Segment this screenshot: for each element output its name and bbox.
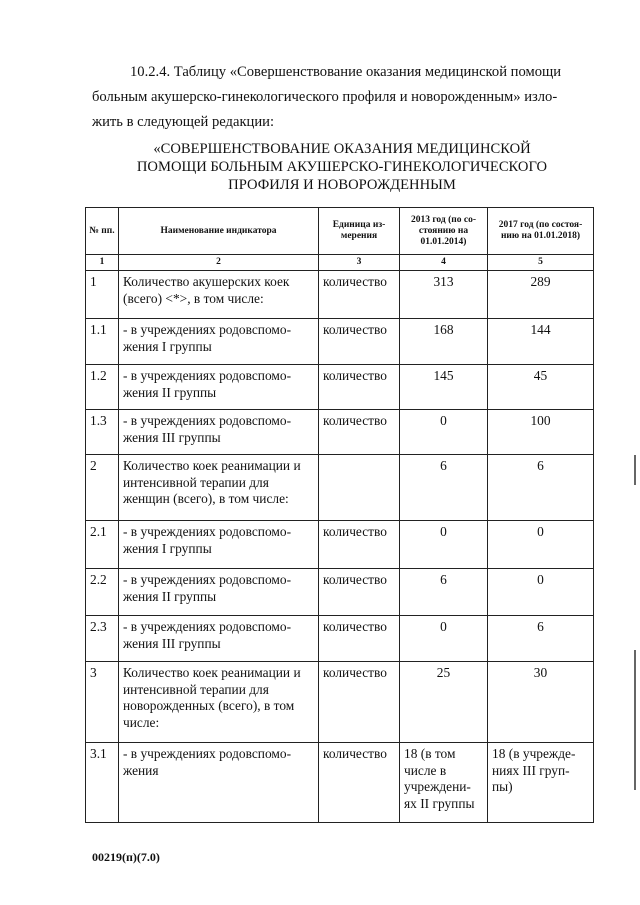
- table-title: [92, 140, 592, 194]
- unit-cell: количество: [319, 569, 400, 616]
- indicator-name: - в учреждениях родовспомо-жения III группы: [119, 410, 319, 455]
- indicators-table: [85, 207, 594, 823]
- header-cell: 2017 год (по состоя-нию на 01.01.2018): [488, 208, 594, 255]
- intro-paragraph: [92, 60, 592, 135]
- unit-cell: количество: [319, 271, 400, 319]
- table-row: [86, 455, 594, 521]
- value-2017: 0: [488, 569, 594, 616]
- title-line: ПОМОЩИ БОЛЬНЫМ АКУШЕРСКО-ГИНЕКОЛОГИЧЕСКОГО: [136, 159, 548, 175]
- table-row: [86, 662, 594, 743]
- intro-line: жить в следующей редакции:: [92, 114, 275, 130]
- value-2013: 145: [400, 365, 488, 410]
- intro-line: 10.2.4. Таблицу «Совершенствование оказания медицинской помощи: [130, 64, 562, 80]
- value-2017: 18 (в учрежде-ниях III груп-пы): [488, 743, 594, 823]
- indicator-name: - в учреждениях родовспомо-жения II группы: [119, 569, 319, 616]
- table-row: [86, 271, 594, 319]
- row-number: 1.3: [86, 410, 119, 455]
- unit-cell: количество: [319, 319, 400, 365]
- indicator-name: - в учреждениях родовспомо-жения II группы: [119, 365, 319, 410]
- value-2017: 45: [488, 365, 594, 410]
- value-2017: 144: [488, 319, 594, 365]
- value-2013: 0: [400, 410, 488, 455]
- row-number: 1.2: [86, 365, 119, 410]
- row-number: 2.2: [86, 569, 119, 616]
- row-number: 3.1: [86, 743, 119, 823]
- column-number: 4: [400, 255, 488, 271]
- unit-cell: количество: [319, 616, 400, 662]
- value-2013: 168: [400, 319, 488, 365]
- row-number: 2.3: [86, 616, 119, 662]
- row-number: 2.1: [86, 521, 119, 569]
- value-2017: 289: [488, 271, 594, 319]
- row-number: 2: [86, 455, 119, 521]
- row-number: 1: [86, 271, 119, 319]
- column-number: 2: [119, 255, 319, 271]
- value-2013: 6: [400, 569, 488, 616]
- scan-mark: [634, 455, 636, 485]
- header-cell: № пп.: [86, 208, 119, 255]
- header-cell: Единица из-мерения: [319, 208, 400, 255]
- unit-cell: количество: [319, 743, 400, 823]
- scan-mark: [634, 650, 636, 790]
- value-2017: 6: [488, 616, 594, 662]
- indicator-name: Количество акушерских коек (всего) <*>, в том числе:: [119, 271, 319, 319]
- column-number-row: [86, 255, 594, 271]
- value-2017: 100: [488, 410, 594, 455]
- document-code: 00219(п)(7.0): [92, 850, 160, 864]
- title-line: ПРОФИЛЯ И НОВОРОЖДЕННЫМ: [228, 177, 456, 193]
- header-cell: 2013 год (по со-стоянию на 01.01.2014): [400, 208, 488, 255]
- header-cell: Наименование индикатора: [119, 208, 319, 255]
- table-row: [86, 365, 594, 410]
- value-2013: 25: [400, 662, 488, 743]
- unit-cell: количество: [319, 410, 400, 455]
- value-2013: 18 (в том числе в учреждени-ях II группы: [400, 743, 488, 823]
- row-number: 3: [86, 662, 119, 743]
- value-2017: 0: [488, 521, 594, 569]
- value-2013: 0: [400, 521, 488, 569]
- unit-cell: количество: [319, 521, 400, 569]
- value-2017: 6: [488, 455, 594, 521]
- unit-cell: количество: [319, 662, 400, 743]
- indicator-name: Количество коек реанимации и интенсивной терапии для женщин (всего), в том числе:: [119, 455, 319, 521]
- table-row: [86, 521, 594, 569]
- table-row: [86, 569, 594, 616]
- indicator-name: - в учреждениях родовспомо-жения III группы: [119, 616, 319, 662]
- table-row: [86, 616, 594, 662]
- value-2013: 0: [400, 616, 488, 662]
- column-number: 1: [86, 255, 119, 271]
- indicator-name: - в учреждениях родовспомо-жения I группы: [119, 319, 319, 365]
- row-number: 1.1: [86, 319, 119, 365]
- table-row: [86, 743, 594, 823]
- indicator-name: - в учреждениях родовспомо-жения: [119, 743, 319, 823]
- column-number: 5: [488, 255, 594, 271]
- value-2013: 313: [400, 271, 488, 319]
- value-2017: 30: [488, 662, 594, 743]
- table-row: [86, 410, 594, 455]
- indicator-name: - в учреждениях родовспомо-жения I группы: [119, 521, 319, 569]
- value-2013: 6: [400, 455, 488, 521]
- unit-cell: количество: [319, 365, 400, 410]
- title-line: «СОВЕРШЕНСТВОВАНИЕ ОКАЗАНИЯ МЕДИЦИНСКОЙ: [153, 141, 531, 157]
- intro-line: больным акушерско-гинекологического профиля и новорожденным» изло-: [92, 89, 558, 105]
- table-row: [86, 319, 594, 365]
- unit-cell: [319, 455, 400, 521]
- header-row: [86, 208, 594, 255]
- indicator-name: Количество коек реанимации и интенсивной терапии для новорожденных (всего), в том числе:: [119, 662, 319, 743]
- column-number: 3: [319, 255, 400, 271]
